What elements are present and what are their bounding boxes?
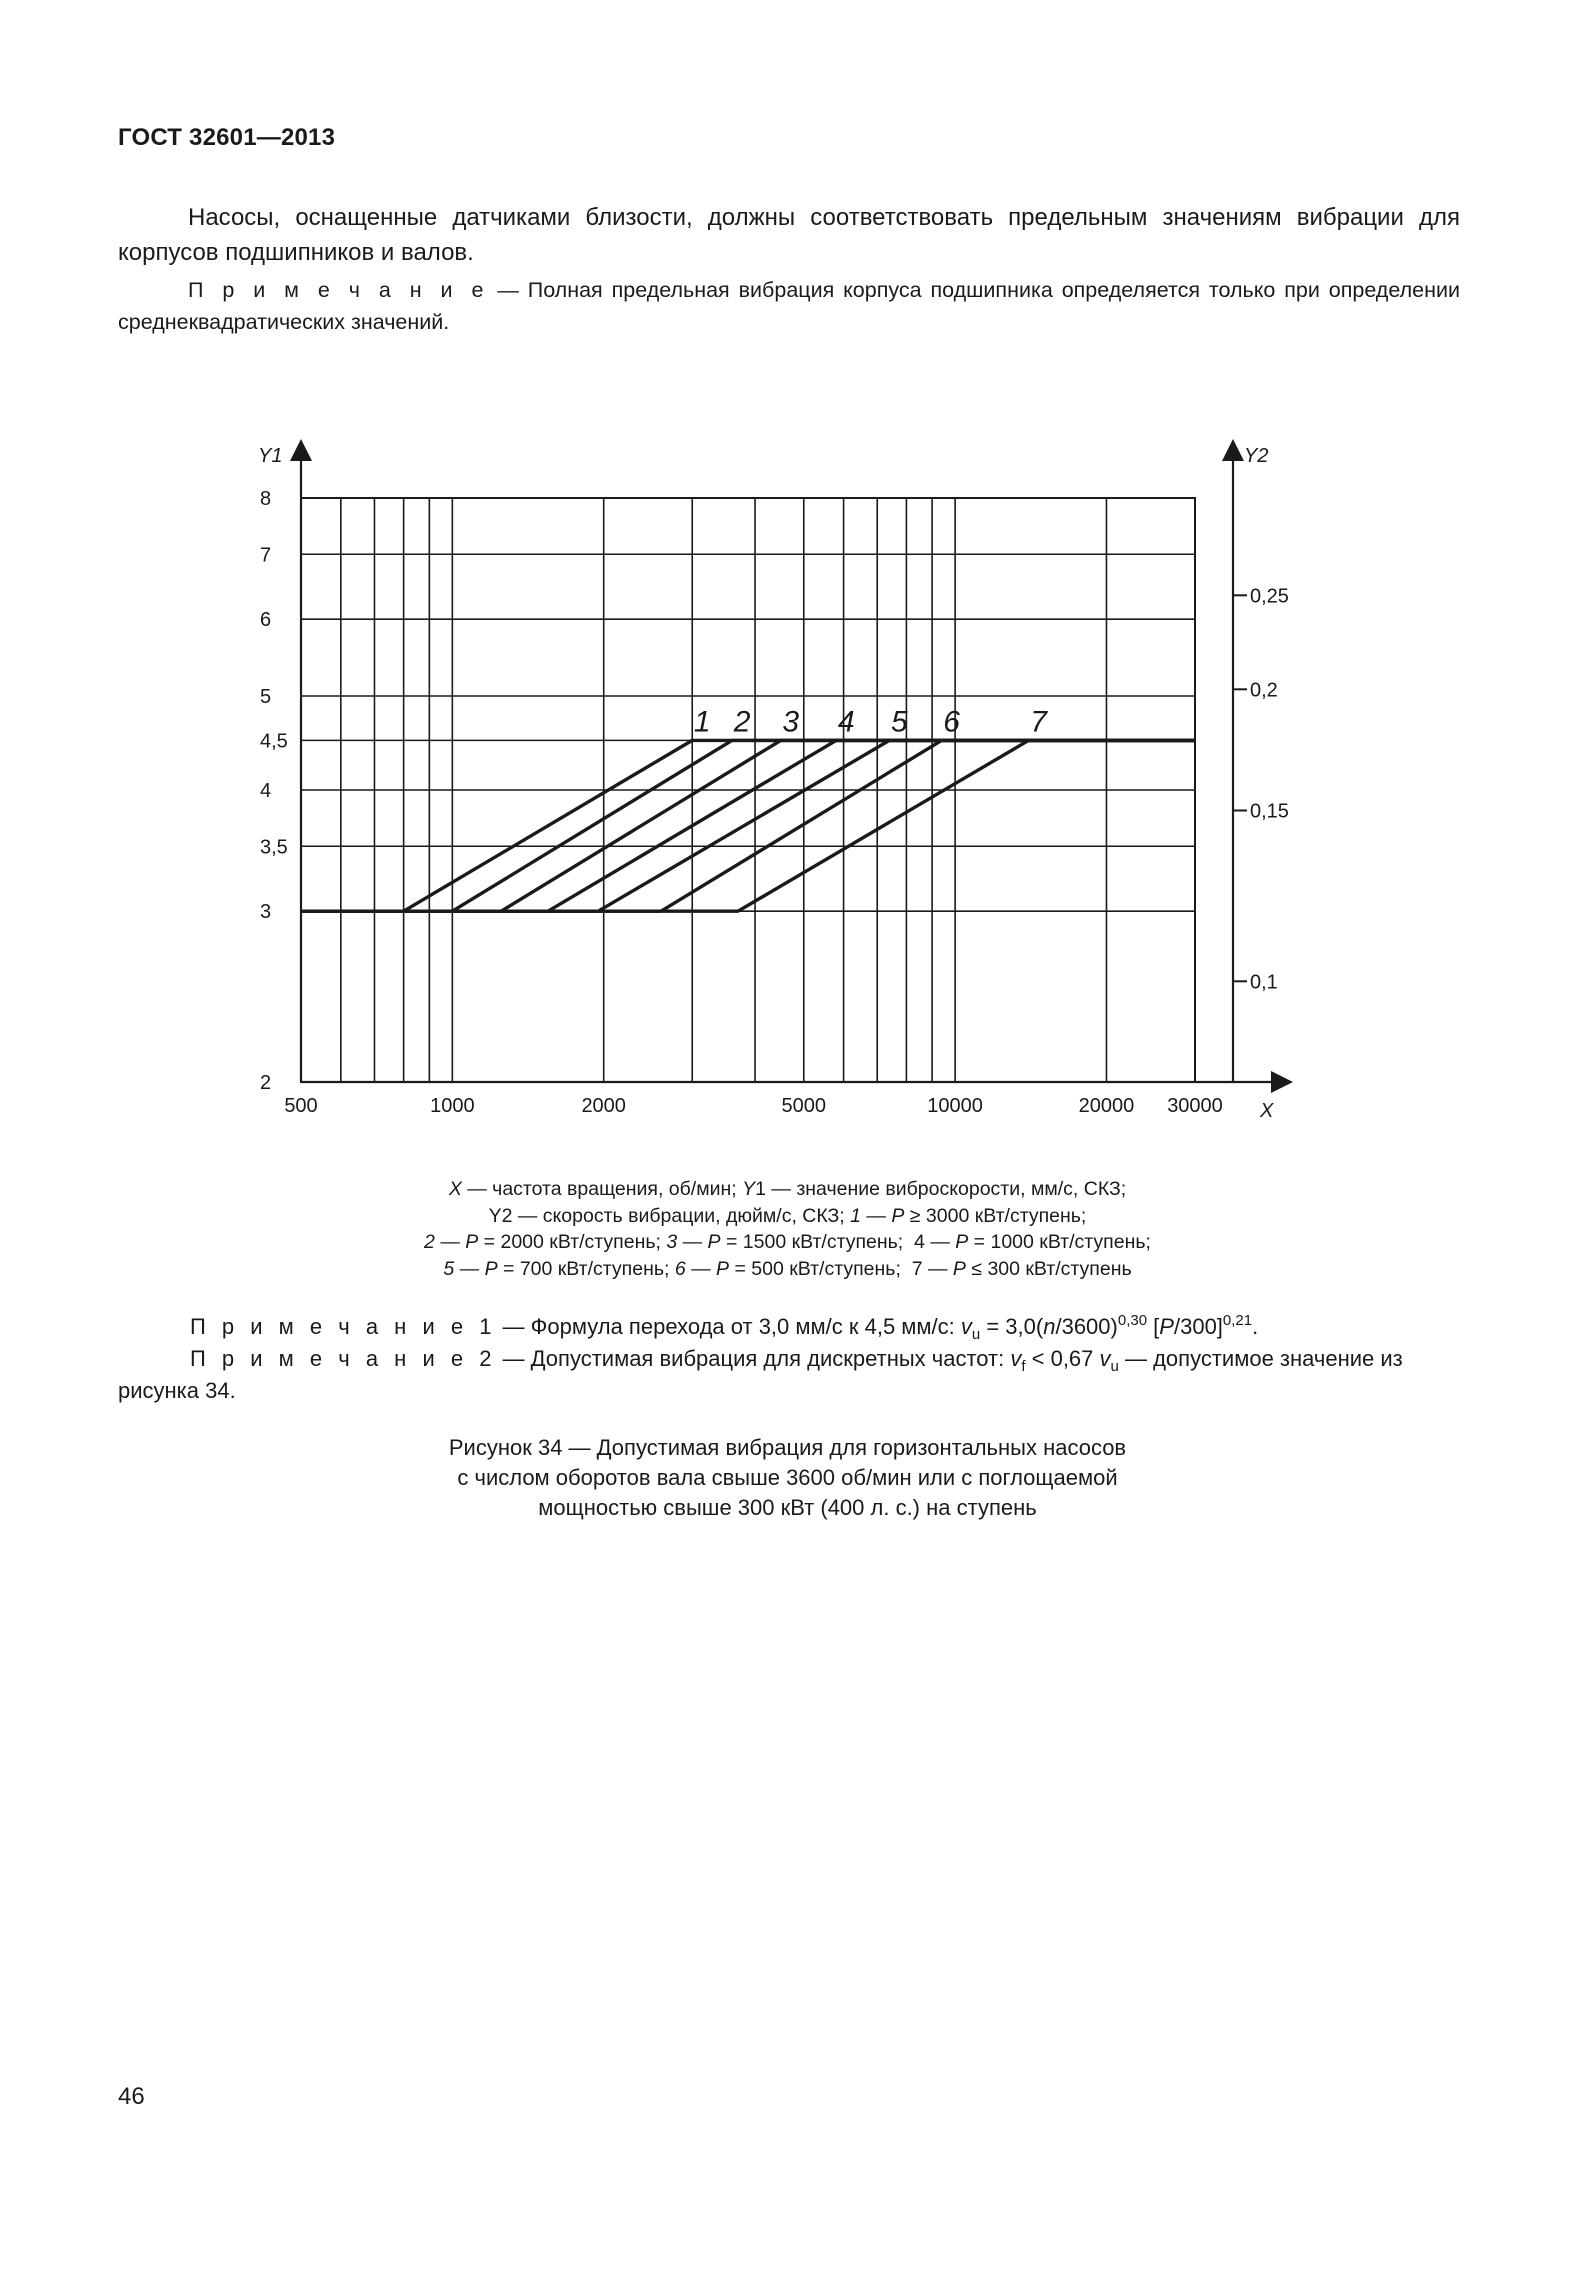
y2-tick-label: 0,15 bbox=[1250, 800, 1289, 823]
caption-line: с числом оборотов вала свыше 3600 об/мин или с поглощаемой bbox=[457, 1465, 1118, 1490]
series-label-4: 4 bbox=[837, 705, 855, 739]
y1-tick-label: 6 bbox=[260, 609, 272, 632]
caption-line: мощностью свыше 300 кВт (400 л. с.) на ступень bbox=[538, 1495, 1037, 1520]
y1-tick-label: 8 bbox=[260, 488, 272, 510]
y2-tick-label: 0,2 bbox=[1250, 679, 1278, 702]
x-axis-label: X bbox=[1260, 1100, 1274, 1122]
series-lines bbox=[301, 740, 1195, 911]
y1-axis-label: Y1 bbox=[258, 445, 283, 467]
document-header: ГОСТ 32601—2013 bbox=[118, 124, 336, 151]
y1-tick-label: 7 bbox=[260, 544, 272, 567]
note-text: — Полная предельная вибрация корпуса подшипника определяется только при определении среднеквадратических значений. bbox=[118, 278, 1460, 334]
series-line-4 bbox=[301, 740, 1195, 911]
series-line-3 bbox=[301, 740, 1195, 911]
series-label-7: 7 bbox=[1030, 705, 1047, 739]
legend-line: Y2 — скорость вибрации, дюйм/с, СКЗ; 1 — P ≥ 3000 кВт/ступень; bbox=[488, 1204, 1087, 1227]
legend-line: 2 — P = 2000 кВт/ступень; 3 — P = 1500 кВт/ступень; 4 — P = 1000 кВт/ступень; bbox=[424, 1231, 1151, 1253]
y1-tick-labels bbox=[260, 488, 288, 1094]
legend-y1: Y bbox=[742, 1178, 756, 1200]
note-discrete: П р и м е ч а н и е 2 — Допустимая вибрация для дискретных частот: $v_f < 0,67$ $v_u$ — допустимое значение из рисунка 34. bbox=[118, 1346, 1403, 1403]
x-tick-label: 5000 bbox=[781, 1095, 827, 1117]
legend-line: 5 — P = 700 кВт/ступень; 6 — P = 500 кВт/ступень; 7 — P ≤ 300 кВт/ступень bbox=[443, 1257, 1132, 1280]
y1-tick-label: 4 bbox=[260, 780, 272, 802]
figure-legend bbox=[250, 1176, 1325, 1282]
series-label-1: 1 bbox=[693, 705, 711, 739]
series-label-3: 3 bbox=[782, 705, 800, 739]
x-tick-label: 20000 bbox=[1078, 1095, 1135, 1117]
series-label-5: 5 bbox=[891, 705, 908, 739]
y1-tick-label: 3,5 bbox=[260, 836, 288, 859]
x-tick-label: 1000 bbox=[430, 1095, 475, 1117]
y1-tick-label: 4,5 bbox=[260, 730, 288, 753]
series-label-6: 6 bbox=[943, 705, 960, 739]
y2-axis-label: Y2 bbox=[1244, 445, 1269, 467]
figure-caption bbox=[300, 1433, 1275, 1523]
series-label-2: 2 bbox=[733, 705, 751, 739]
y1-tick-label: 2 bbox=[260, 1072, 272, 1094]
legend-line: X — частота вращения, об/мин; Y1 — значение виброскорости, мм/с, СКЗ; bbox=[448, 1178, 1127, 1200]
y2-tick-label: 0,1 bbox=[1250, 971, 1278, 994]
body-paragraph: Насосы, оснащенные датчиками близости, должны соответствовать предельным значениям вибрации для корпусов подшипников и валов. bbox=[118, 204, 1460, 266]
series-line-7 bbox=[301, 740, 1195, 911]
series-labels bbox=[694, 705, 1048, 738]
series-line-6 bbox=[301, 740, 1195, 911]
note-label: П р и м е ч а н и е bbox=[188, 278, 489, 302]
y2-tick-label: 0,25 bbox=[1250, 585, 1289, 608]
caption-line: Рисунок 34 — Допустимая вибрация для горизонтальных насосов bbox=[448, 1435, 1127, 1460]
series-line-5 bbox=[301, 740, 1195, 911]
legend-x: X bbox=[448, 1178, 462, 1200]
page-number: 46 bbox=[118, 2083, 145, 2110]
x-tick-labels bbox=[284, 1095, 1223, 1117]
x-tick-label: 30000 bbox=[1167, 1095, 1223, 1117]
x-tick-label: 2000 bbox=[581, 1095, 626, 1117]
y1-tick-label: 3 bbox=[260, 901, 272, 924]
series-line-2 bbox=[301, 740, 1195, 911]
y2-tick-labels bbox=[1233, 585, 1289, 993]
x-tick-label: 10000 bbox=[927, 1095, 983, 1117]
y1-tick-label: 5 bbox=[260, 685, 272, 708]
note-formula: П р и м е ч а н и е 1 — Формула перехода от 3,0 мм/с к 4,5 мм/с: $v_u = 3,0(n/3600)^{0,30}$ $[P/300]^{0,21}$. bbox=[190, 1312, 1259, 1343]
x-tick-label: 500 bbox=[284, 1095, 318, 1117]
series-line-1 bbox=[301, 740, 1195, 911]
